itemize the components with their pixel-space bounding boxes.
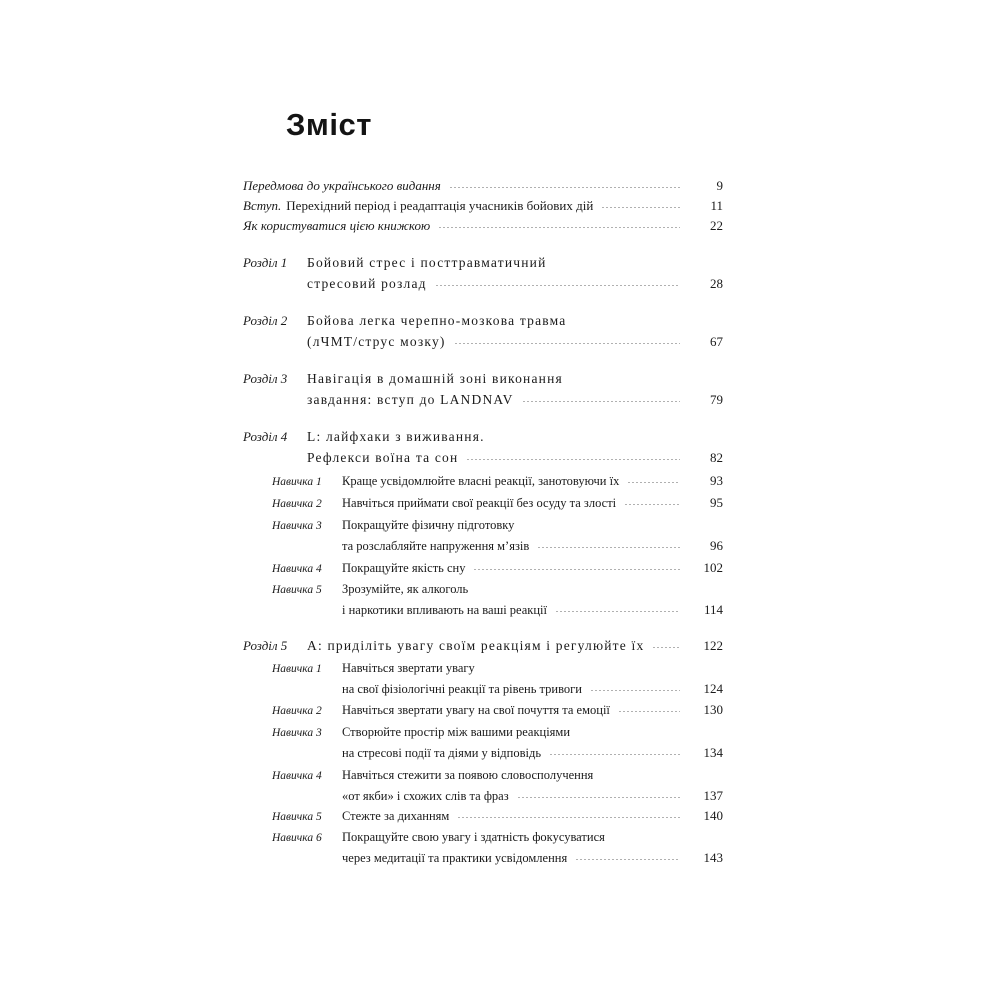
- toc-entry-label: Навичка 4: [272, 770, 322, 782]
- toc-page-number: 140: [703, 808, 723, 823]
- toc-entry: [272, 722, 723, 742]
- toc-entry-title: Зрозумійте, як алкоголь: [342, 582, 469, 596]
- toc-entry-continuation: [272, 786, 690, 806]
- toc-entry-title: L: лайфхаки з виживання.: [307, 429, 485, 444]
- toc-entry: [272, 765, 723, 785]
- toc-entry-title: Навігація в домашній зоні виконання: [307, 371, 563, 386]
- dot-leader: [618, 711, 680, 712]
- toc-entry: [243, 196, 690, 216]
- toc-page-number: 96: [710, 538, 723, 553]
- toc-entry-label: Навичка 4: [272, 563, 322, 575]
- toc-entry-label: Навичка 2: [272, 498, 322, 510]
- toc-entry-title: на свої фізіологічні реакції та рівень тривоги: [342, 682, 582, 696]
- toc-entry-title: Бойова легка черепно-мозкова травма: [307, 313, 567, 328]
- toc-entry-title: Навчіться звертати увагу: [342, 661, 475, 675]
- toc-entry-title: Покращуйте фізичну підготовку: [342, 518, 515, 532]
- toc-page-number: 143: [703, 850, 723, 865]
- dot-leader: [652, 647, 680, 648]
- toc-page-number: 134: [703, 745, 723, 760]
- toc-entry-label: Навичка 5: [272, 584, 322, 596]
- toc-entry-label: Навичка 6: [272, 832, 322, 844]
- toc-page-number: 79: [710, 392, 723, 407]
- toc-page-number: 22: [710, 218, 723, 233]
- toc-entry-continuation: [272, 679, 690, 699]
- toc-entry: [272, 471, 690, 491]
- toc-entry: [243, 427, 723, 447]
- toc-entry-continuation: [272, 848, 690, 868]
- toc-entry-title: Створюйте простір між вашими реакціями: [342, 725, 571, 739]
- toc-entry: [272, 827, 723, 847]
- toc-entry-label: Навичка 1: [272, 476, 322, 488]
- toc-entry-title: через медитації та практики усвідомлення: [342, 851, 568, 865]
- dot-leader: [590, 690, 680, 691]
- toc-page-number: 93: [710, 473, 723, 488]
- toc-entry-title: Бойовий стрес і посттравматичний: [307, 255, 547, 270]
- dot-leader: [627, 482, 680, 483]
- dot-leader: [624, 504, 680, 505]
- toc-entry: [272, 558, 690, 578]
- toc-entry: [272, 579, 723, 599]
- toc-entry: [243, 636, 690, 656]
- toc-entry-title: Перехідний період і реадаптація учасників бойових дій: [286, 198, 594, 213]
- page-title: Зміст: [286, 106, 372, 142]
- toc-entry-continuation: [243, 448, 690, 468]
- toc-entry-title: Передмова до українського видання: [243, 178, 441, 193]
- dot-leader: [457, 817, 680, 818]
- toc-entry-continuation: [272, 536, 690, 556]
- toc-entry-continuation: [243, 274, 690, 294]
- toc-page-number: 95: [710, 495, 723, 510]
- toc-entry: [243, 369, 723, 389]
- toc-entry-label: Вступ.: [243, 198, 282, 213]
- toc-entry-label: Розділ 5: [243, 638, 288, 653]
- toc-entry-title: Навчіться приймати свої реакції без осуду та злості: [342, 496, 617, 510]
- toc-page-number: 114: [703, 602, 723, 617]
- toc-entry-title: Краще усвідомлюйте власні реакції, занотовуючи їх: [342, 474, 620, 488]
- toc-entry-continuation: [243, 332, 690, 352]
- toc-entry-label: Навичка 5: [272, 811, 322, 823]
- toc-entry-title: на стресові події та діями у відповідь: [342, 746, 542, 760]
- toc-entry: [243, 311, 723, 331]
- toc-entry-title: Навчіться стежити за появою словосполучення: [342, 768, 594, 782]
- toc-page-number: 122: [703, 638, 723, 653]
- dot-leader: [601, 207, 680, 208]
- toc-entry-title: стресовий розлад: [307, 276, 427, 291]
- toc-entry: [243, 176, 690, 196]
- toc-entry-title: Стежте за диханням: [342, 809, 450, 823]
- toc-page-number: 82: [710, 450, 723, 465]
- toc-page-number: 11: [710, 198, 723, 213]
- toc-entry-continuation: [272, 743, 690, 763]
- dot-leader: [522, 401, 680, 402]
- toc-page-number: 102: [703, 560, 723, 575]
- toc-entry: [272, 658, 723, 678]
- dot-leader: [517, 797, 680, 798]
- dot-leader: [537, 547, 680, 548]
- toc-entry-label: Розділ 1: [243, 255, 288, 270]
- toc-entry-label: Навичка 1: [272, 663, 322, 675]
- dot-leader: [575, 859, 680, 860]
- toc-entry-title: «от якби» і схожих слів та фраз: [342, 789, 509, 803]
- toc-entry-title: Навчіться звертати увагу на свої почуття та емоції: [342, 703, 610, 717]
- toc-entry-title: Покращуйте свою увагу і здатність фокусуватися: [342, 830, 605, 844]
- toc-entry-continuation: [243, 390, 690, 410]
- toc-entry-label: Розділ 3: [243, 371, 288, 386]
- dot-leader: [473, 569, 680, 570]
- toc-entry: [243, 253, 723, 273]
- dot-leader: [466, 459, 680, 460]
- toc-entry: [243, 216, 690, 236]
- toc-entry-title: Покращуйте якість сну: [342, 561, 466, 575]
- toc-entry-title: A: приділіть увагу своїм реакціям і регулюйте їх: [307, 638, 645, 653]
- toc-entry-title: та розслабляйте напруження м’язів: [342, 539, 530, 553]
- dot-leader: [435, 285, 680, 286]
- dot-leader: [449, 187, 680, 188]
- toc-entry-continuation: [272, 600, 690, 620]
- toc-page-number: 137: [703, 788, 723, 803]
- toc-page-number: 9: [716, 178, 723, 193]
- toc-entry-label: Розділ 2: [243, 313, 288, 328]
- toc-entry: [272, 806, 690, 826]
- toc-entry-label: Навичка 2: [272, 705, 322, 717]
- toc-entry: [272, 515, 723, 535]
- dot-leader: [549, 754, 680, 755]
- toc-entry: [272, 493, 690, 513]
- toc-page-number: 130: [703, 702, 723, 717]
- toc-entry-title: і наркотики впливають на ваші реакції: [342, 603, 547, 617]
- toc-page-number: 67: [710, 334, 723, 349]
- toc-entry-label: Навичка 3: [272, 520, 322, 532]
- toc-page-number: 124: [703, 681, 723, 696]
- dot-leader: [555, 611, 680, 612]
- toc-page-number: 28: [710, 276, 723, 291]
- toc-entry-title: Рефлекси воїна та сон: [307, 450, 459, 465]
- toc-entry-title: Як користуватися цією книжкою: [243, 218, 431, 233]
- toc-entry-label: Навичка 3: [272, 727, 322, 739]
- dot-leader: [438, 227, 680, 228]
- toc-entry-title: завдання: вступ до LANDNAV: [307, 392, 514, 407]
- toc-entry: [272, 700, 690, 720]
- toc-entry-title: (лЧМТ/струс мозку): [307, 334, 446, 349]
- toc-entry-label: Розділ 4: [243, 429, 288, 444]
- dot-leader: [454, 343, 680, 344]
